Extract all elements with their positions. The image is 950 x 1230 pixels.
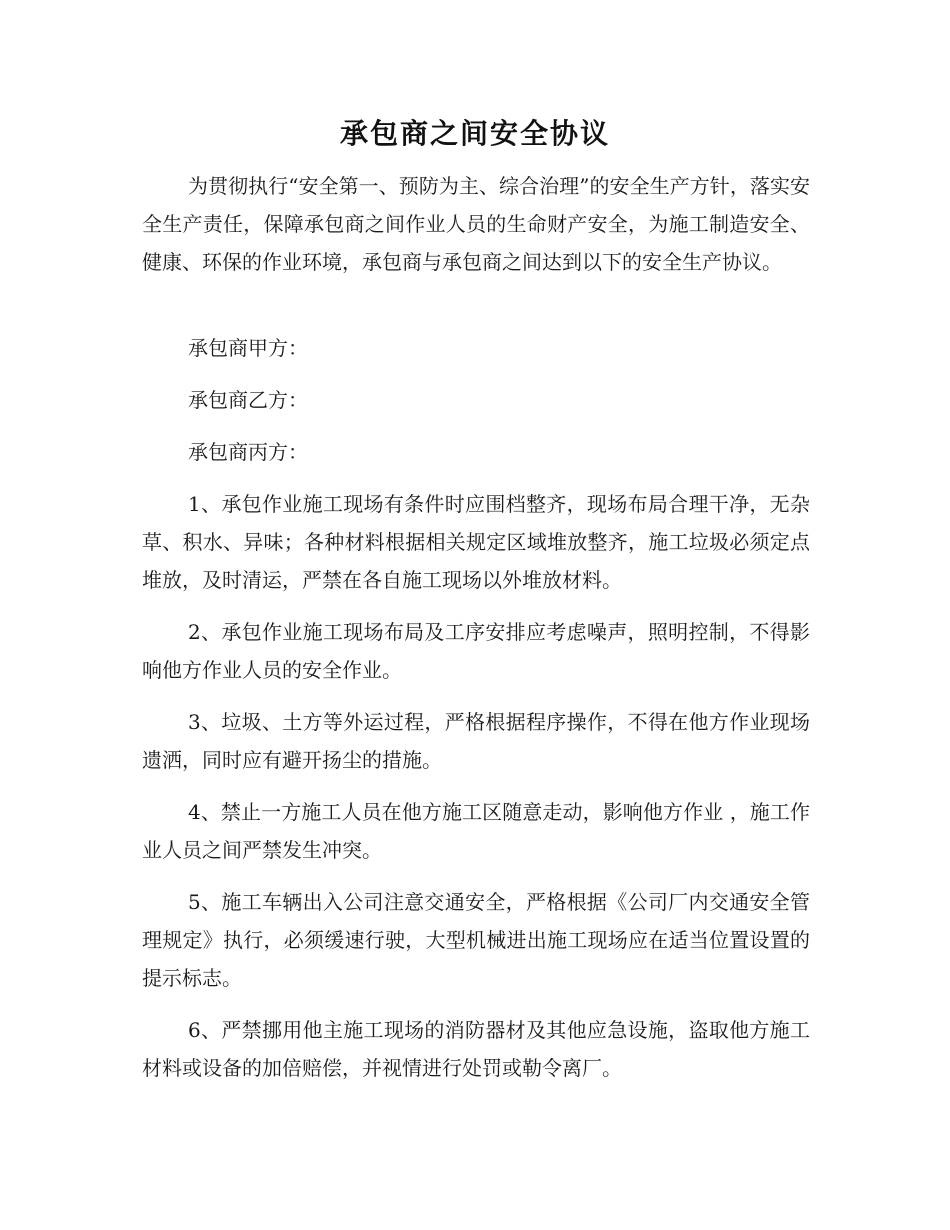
- clause-4: 4、禁止一方施工人员在他方施工区随意走动，影响他方作业 ，施工作业人员之间严禁发生冲突。: [142, 800, 810, 862]
- clause-1: 1、承包作业施工现场有条件时应围档整齐，现场布局合理干净，无杂草、积水、异味；各种材料根据相关规定区域堆放整齐，施工垃圾必须定点堆放，及时清运，严禁在各自施工现场以外堆放材料。: [142, 492, 810, 592]
- document-title: 承包商之间安全协议: [339, 117, 610, 150]
- party-a-label: 承包商甲方：: [188, 336, 308, 360]
- intro-paragraph: 为贯彻执行“安全第一、预防为主、综合治理”的安全生产方针，落实安全生产责任，保障承包商之间作业人员的生命财产安全，为施工制造安全、健康、环保的作业环境，承包商与承包商之间达到以下的安全生产协议。: [142, 174, 810, 274]
- clause-2: 2、承包作业施工现场布局及工序安排应考虑噪声，照明控制，不得影响他方作业人员的安全作业。: [142, 620, 810, 682]
- clause-6: 6、严禁挪用他主施工现场的消防器材及其他应急设施，盗取他方施工材料或设备的加倍赔偿，并视情进行处罚或勒令离厂。: [142, 1018, 810, 1080]
- party-c-label: 承包商丙方：: [188, 440, 308, 464]
- party-b-label: 承包商乙方：: [188, 388, 308, 412]
- clause-5: 5、施工车辆出入公司注意交通安全，严格根据《公司厂内交通安全管理规定》执行，必须缓速行驶，大型机械进出施工现场应在适当位置设置的提示标志。: [142, 890, 810, 990]
- clause-3: 3、垃圾、土方等外运过程，严格根据程序操作，不得在他方作业现场遗洒，同时应有避开扬尘的措施。: [142, 710, 810, 772]
